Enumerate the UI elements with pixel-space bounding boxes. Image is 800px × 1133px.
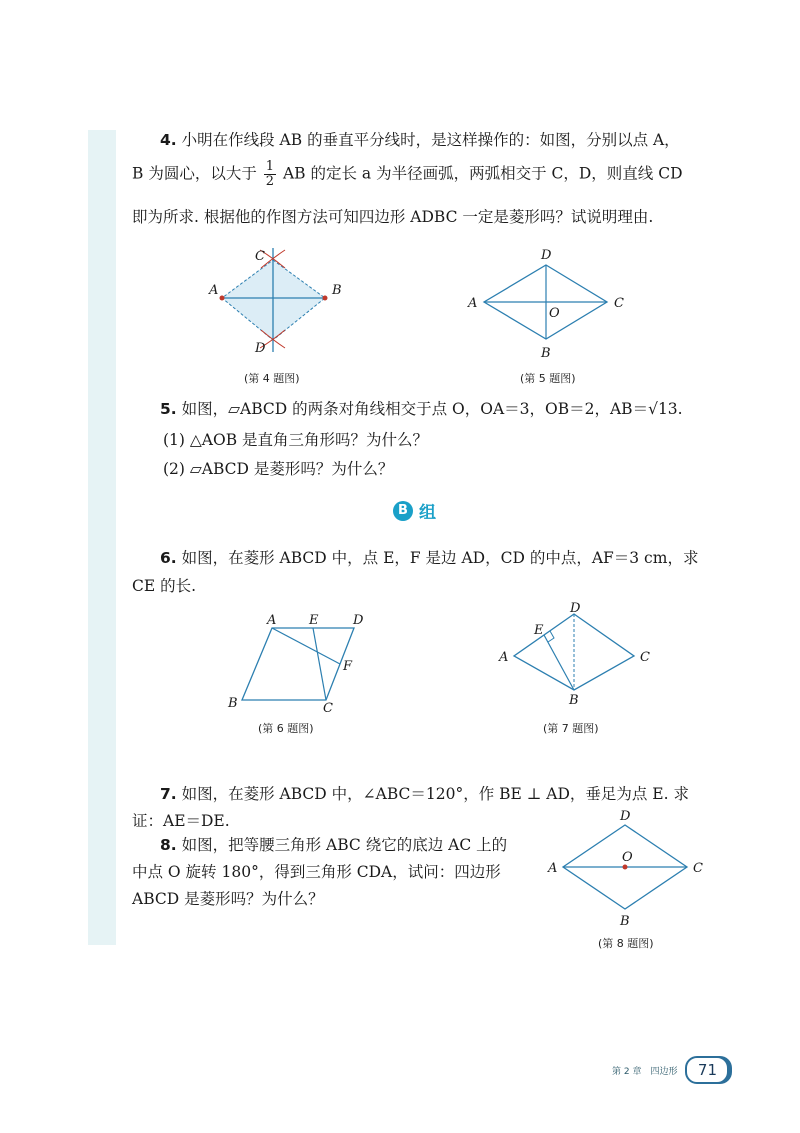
- fraction-numerator: 1: [265, 159, 275, 174]
- figure-4-label-a: A: [209, 283, 219, 298]
- problem-4-text2a: B 为圆心，以大于: [132, 164, 257, 183]
- problem-6-line1: [160, 546, 698, 568]
- figure-8-label-b: B: [620, 914, 630, 929]
- figure-8: [545, 805, 715, 930]
- figure-5-label-o: O: [549, 306, 560, 321]
- figure-6-segment-af: [272, 628, 340, 664]
- figure-7-label-d: D: [570, 601, 581, 616]
- figure-5-caption: (第 5 题图): [520, 372, 576, 385]
- problem-8-line2: 中点 O 旋转 180°，得到三角形 CDA，试问：四边形: [132, 863, 501, 881]
- figure-6-label-e: E: [309, 613, 319, 628]
- problem-7-line2: 证：AE＝DE.: [132, 812, 230, 830]
- figure-4-point-b: [323, 296, 328, 301]
- figure-7-label-e: E: [534, 623, 544, 638]
- figure-7-caption: (第 7 题图): [543, 722, 599, 735]
- figure-7-label-b: B: [569, 693, 579, 705]
- problem-4-line1: [160, 128, 680, 150]
- problem-4-text1: 小明在作线段 AB 的垂直平分线时，是这样操作的：如图，分别以点 A，: [181, 131, 680, 149]
- figure-6-label-c: C: [323, 701, 333, 715]
- fraction-half: [264, 160, 276, 189]
- figure-5-label-d: D: [541, 248, 552, 263]
- figure-6-label-b: B: [228, 696, 238, 711]
- figure-7: [490, 600, 660, 705]
- problem-4-line3: 即为所求. 根据他的作图方法可知四边形 ADBC 一定是菱形吗？试说明理由.: [132, 208, 654, 226]
- problem-5-line1: [160, 397, 683, 419]
- figure-4-label-d: D: [255, 341, 266, 356]
- problem-4-text2b: AB 的定长 a 为半径画弧，两弧相交于 C，D，则直线 CD: [282, 164, 683, 183]
- problem-6-line2: CE 的长.: [132, 577, 197, 595]
- figure-4-point-a: [220, 296, 225, 301]
- problem-5-q2: (2) ▱ABCD 是菱形吗？为什么？: [163, 460, 394, 478]
- figure-6-label-a: A: [267, 613, 277, 628]
- page-footer: [612, 1056, 729, 1084]
- figure-7-right-angle: [548, 631, 554, 642]
- group-b-badge: B: [393, 501, 413, 521]
- figure-5-label-a: A: [468, 296, 478, 311]
- figure-8-label-a: A: [548, 861, 558, 876]
- figure-6-caption: (第 6 题图): [258, 722, 314, 735]
- problem-4-number: 4.: [160, 131, 177, 149]
- problem-5-number: 5.: [160, 400, 177, 418]
- problem-5-q1: (1) △AOB 是直角三角形吗？为什么？: [163, 431, 429, 449]
- problem-6-number: 6.: [160, 549, 177, 567]
- fraction-denominator: 2: [265, 174, 275, 189]
- problem-4-line2: [132, 160, 683, 189]
- figure-6-label-d: D: [353, 613, 364, 628]
- figure-8-point-o: [623, 865, 628, 870]
- figure-7-label-a: A: [499, 650, 509, 665]
- page-number: 71: [685, 1056, 729, 1084]
- margin-bar: [88, 130, 116, 945]
- chapter-label: 第 2 章 四边形: [612, 1066, 678, 1077]
- problem-6-text1: 如图，在菱形 ABCD 中，点 E，F 是边 AD，CD 的中点，AF＝3 cm，求: [181, 549, 699, 567]
- figure-4-caption: (第 4 题图): [244, 372, 300, 385]
- figure-8-caption: (第 8 题图): [598, 937, 654, 950]
- problem-8-line1: [160, 833, 507, 855]
- problem-7-line1: [160, 782, 689, 804]
- figure-6-label-f: F: [343, 659, 353, 674]
- figure-8-label-c: C: [693, 861, 703, 876]
- problem-8-number: 8.: [160, 836, 177, 854]
- figure-6-rhombus: [242, 628, 354, 700]
- figure-6-segment-ec: [313, 628, 326, 700]
- figure-4: [205, 240, 350, 365]
- problem-8-text1: 如图，把等腰三角形 ABC 绕它的底边 AC 上的: [181, 836, 508, 854]
- figure-6: [220, 610, 380, 715]
- figure-5: [462, 245, 637, 365]
- figure-7-label-c: C: [640, 650, 650, 665]
- figure-5-label-c: C: [614, 296, 624, 311]
- group-b-label: 组: [419, 503, 436, 523]
- problem-5-text1: 如图，▱ABCD 的两条对角线相交于点 O，OA＝3，OB＝2，AB＝√13.: [181, 400, 683, 418]
- problem-7-text1: 如图，在菱形 ABCD 中，∠ABC＝120°，作 BE ⊥ AD，垂足为点 E. 求: [181, 785, 689, 803]
- group-b-title: [393, 498, 436, 523]
- figure-5-label-b: B: [541, 346, 551, 361]
- figure-4-label-c: C: [255, 249, 265, 264]
- problem-8-line3: ABCD 是菱形吗？为什么？: [132, 890, 324, 908]
- problem-7-number: 7.: [160, 785, 177, 803]
- figure-4-label-b: B: [332, 283, 342, 298]
- figure-8-label-o: O: [622, 850, 633, 865]
- figure-8-label-d: D: [620, 809, 631, 824]
